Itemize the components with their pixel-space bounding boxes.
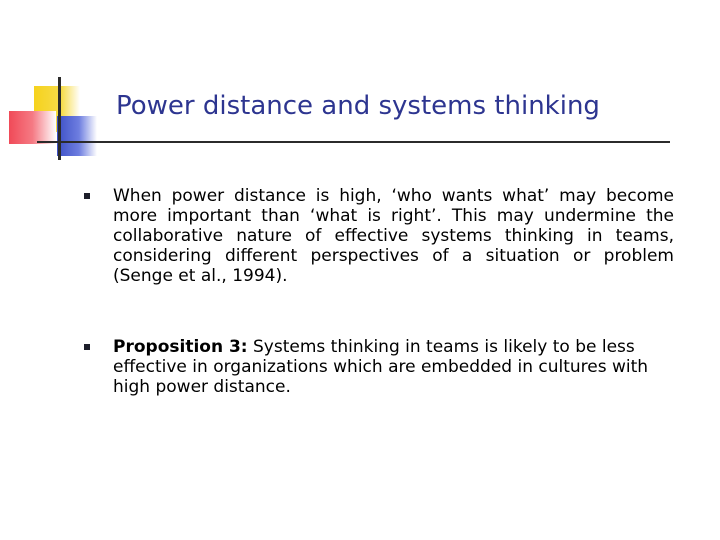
square-bullet-icon [84,193,90,199]
logo-red-block [9,111,56,144]
bullet-list [84,186,674,397]
bullet-text: Systems thinking in teams is likely to be less effective in organizations which are embedded in cultures with high power distance. [113,337,649,397]
vertical-divider [58,77,61,160]
bullet-text: When power distance is high, ‘who wants what’ may become more important than ‘what is right’. This may undermine the collaborative nature of effective systems thinking in teams, considering different perspectives of a situation or problem (Senge et al., 1994). [113,186,674,286]
proposition-label: Proposition 3: [113,337,248,357]
list-item [84,337,663,397]
slide-title: Power distance and systems thinking [116,91,600,121]
square-bullet-icon [84,344,90,350]
list-item [84,186,674,286]
title-underline [37,141,670,143]
logo-blue-block [57,116,97,156]
